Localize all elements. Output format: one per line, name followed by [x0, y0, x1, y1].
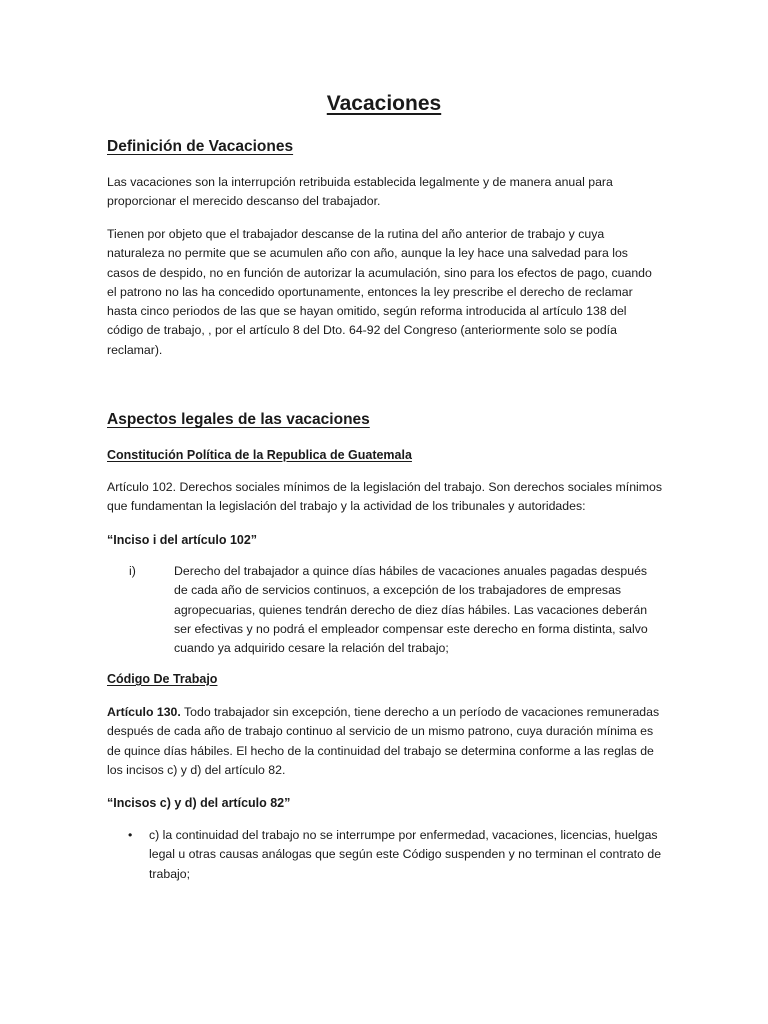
list-item-inciso-c: c) la continuidad del trabajo no se interrumpe por enfermedad, vacaciones, licencias, huelgas legal u otras causas análogas que según este Código suspenden y no terminan el contrato de trabajo; — [149, 828, 662, 881]
paragraph-articulo-130 — [107, 703, 662, 780]
list-marker-roman-i: i) — [129, 564, 136, 578]
subheading-constitucion: Constitución Política de la Republica de Guatemala — [107, 448, 412, 462]
paragraph-articulo-102: Artículo 102. Derechos sociales mínimos de la legislación del trabajo. Son derechos sociales mínimos que fundamentan la legislación del trabajo y la actividad de los tribunales y autoridades: — [107, 480, 662, 514]
document-title: Vacaciones — [326, 92, 442, 115]
paragraph-definicion-2: Tienen por objeto que el trabajador descanse de la rutina del año anterior de trabajo y cuya naturaleza no permite que se acumulen año con año, aunque la ley hace una salvedad para los casos de despido, no en función de autorizar la acumulación, sino para los efectos de pago, cuando el patrono no las ha concedido oportunamente, entonces la ley prescribe el derecho de reclamar hasta cinco periodos de las que se hayan omitido, según reforma introducida al artículo 138 del código de trabajo, , por el artículo 8 del Dto. 64-92 del Congreso (anteriormente solo se podía reclamar). — [107, 227, 652, 357]
bullet-icon: • — [128, 828, 133, 842]
articulo-130-text: Todo trabajador sin excepción, tiene derecho a un período de vacaciones remuneradas después de cada año de trabajo continuo al servicio de un mismo patrono, cuya duración mínima es de quince días hábiles. El hecho de la continuidad del trabajo se determina conforme a las reglas de los incisos c) y d) del artículo 82. — [107, 705, 660, 777]
section-heading-definicion: Definición de Vacaciones — [107, 138, 294, 155]
list-item-inciso-i: Derecho del trabajador a quince días hábiles de vacaciones anuales pagadas después de cada año de servicios continuos, a excepción de los trabajadores de empresas agropecuarias, quienes tendrán derecho de diez días hábiles. Las vacaciones deberán ser efectivas y no podrá el empleador compensar este derecho en forma distinta, salvo cuando ya adquirido cesare la relación del trabajo; — [174, 564, 648, 656]
subheading-codigo-trabajo: Código De Trabajo — [107, 672, 218, 686]
quote-heading-incisos-c-d: “Incisos c) y d) del artículo 82” — [107, 796, 291, 810]
paragraph-definicion-1: Las vacaciones son la interrupción retribuida establecida legalmente y de manera anual para proporcionar el merecido descanso del trabajador. — [107, 175, 613, 209]
articulo-130-label: Artículo 130. — [107, 705, 181, 719]
section-heading-aspectos-legales: Aspectos legales de las vacaciones — [107, 411, 370, 428]
quote-heading-inciso-i: “Inciso i del artículo 102” — [107, 533, 258, 547]
